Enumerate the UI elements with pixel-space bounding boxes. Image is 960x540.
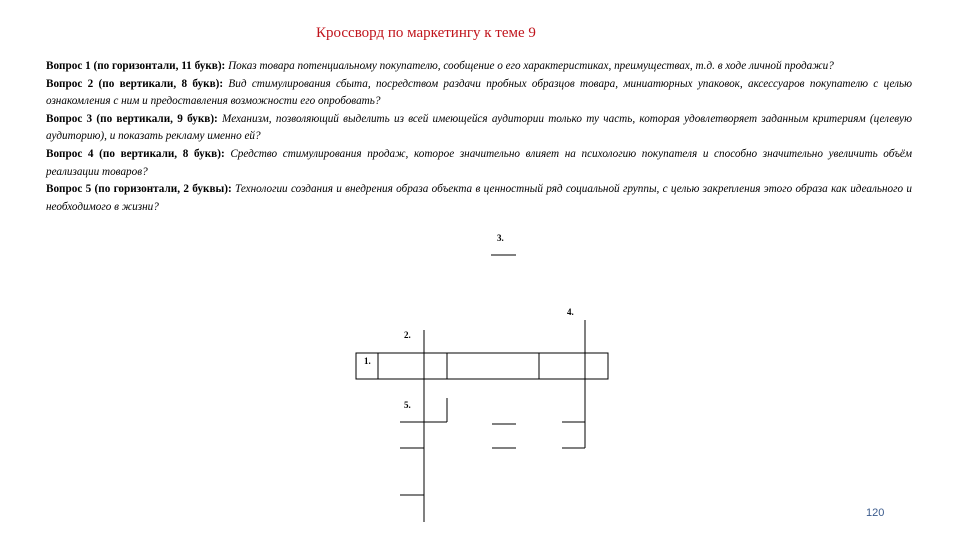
- row-1-box: [356, 353, 608, 379]
- question-2-label: Вопрос 2 (по вертикали, 8 букв):: [46, 77, 224, 90]
- question-4-text: Средство стимулирования продаж, которое значительно влияет на психологию покупателя и способно значительно увеличить объём реализации товаров?: [46, 147, 913, 178]
- page-number: 120: [866, 507, 885, 519]
- question-4-label: Вопрос 4 (по вертикали, 8 букв):: [46, 147, 225, 160]
- clue-number-1: 1.: [364, 356, 371, 366]
- question-5-text: Технологии создания и внедрения образа объекта в ценностный ряд социальной группы, с целью закрепления этого образа как идеального и необходимого в жизни?: [46, 183, 912, 213]
- clue-number-4: 4.: [567, 307, 574, 317]
- question-1-label: Вопрос 1 (по горизонтали, 11 букв):: [46, 60, 226, 72]
- clue-number-3: 3.: [497, 233, 504, 243]
- question-5-label: Вопрос 5 (по горизонтали, 2 буквы):: [46, 183, 232, 196]
- question-3-label: Вопрос 3 (по вертикали, 9 букв):: [46, 112, 218, 125]
- clue-number-5: 5.: [404, 400, 411, 410]
- question-1-text: Показ товара потенциальному покупателю, сообщение о его характеристиках, преимуществах, т.д. в ходе личной продажи?: [228, 60, 834, 72]
- question-3-text: Механизм, позволяющий выделить из всей имеющейся аудитории только ту часть, которая удовлетворяет заданным критериям (целевую аудиторию), и показать рекламу именно ей?: [46, 112, 912, 143]
- clue-number-2: 2.: [404, 330, 411, 340]
- question-2-text: Вид стимулирования сбыта, посредством раздачи пробных образцов товара, миниатюрных упаковок, аксессуаров покупателю с целью ознакомления с ним и предоставления возможности его опробовать?: [46, 77, 912, 108]
- page-title: Кроссворд по маркетингу к теме 9: [316, 25, 536, 41]
